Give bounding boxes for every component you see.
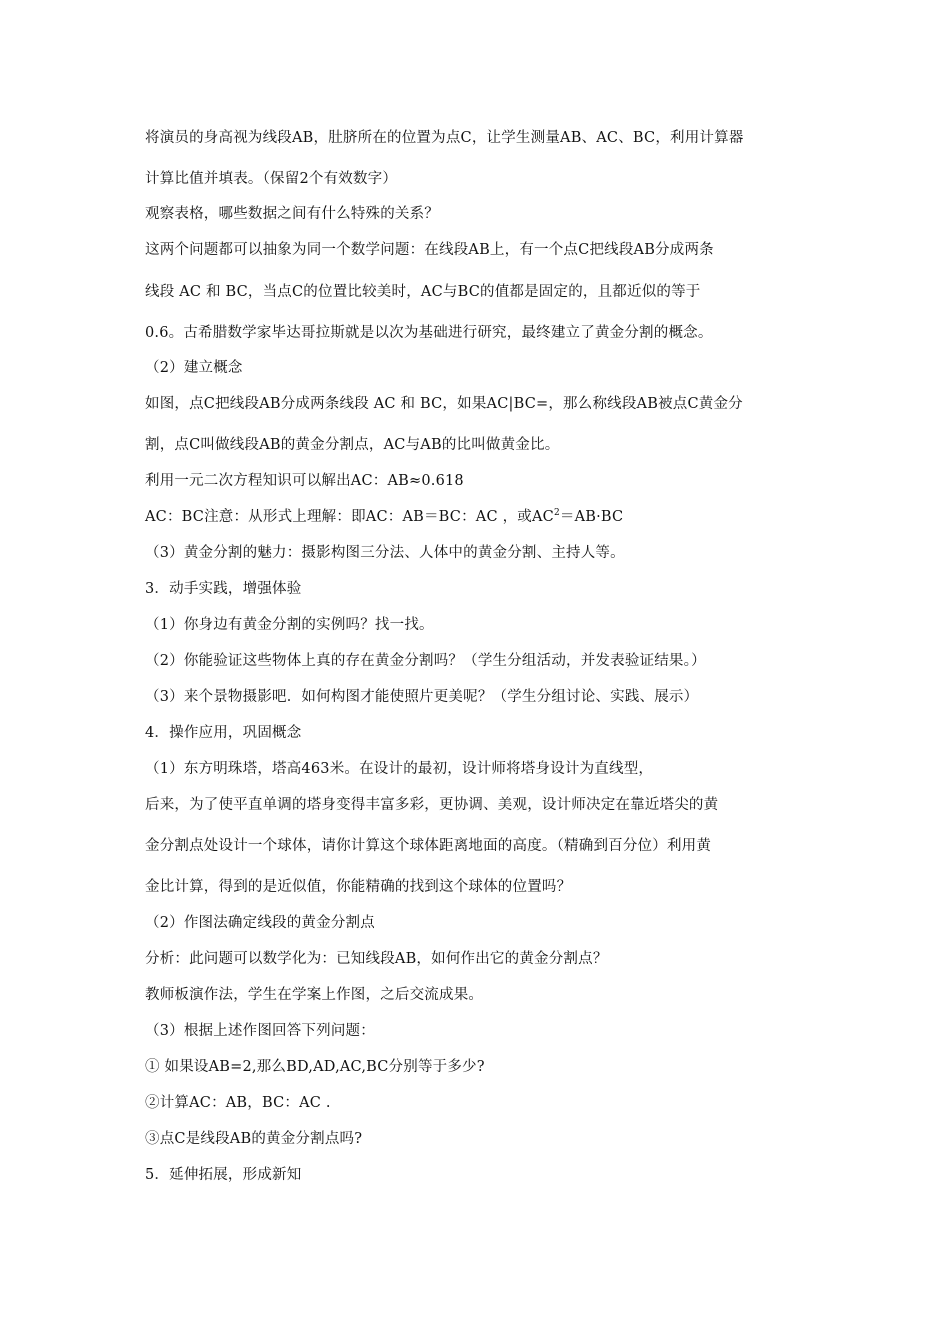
section-heading: （2）建立概念 — [145, 360, 243, 376]
text-line: 利用一元二次方程知识可以解出AC：AB≈0.618 — [145, 473, 464, 489]
text-line: 如图，点C把线段AB分成两条线段 AC 和 BC，如果AC|BC=，那么称线段AB被点C黄金分 — [145, 396, 743, 412]
text-line: 线段 AC 和 BC，当点C的位置比较美时，AC与BC的值都是固定的，且都近似的等于 — [145, 284, 701, 300]
text-line: 教师板演作法，学生在学案上作图，之后交流成果。 — [145, 987, 484, 1003]
text-line: （3）根据上述作图回答下列问题： — [145, 1023, 375, 1039]
text-line: 金分割点处设计一个球体，请你计算这个球体距离地面的高度。（精确到百分位）利用黄 — [145, 838, 712, 854]
text-line: 这两个问题都可以抽象为同一个数学问题：在线段AB上，有一个点C把线段AB分成两条 — [145, 242, 714, 258]
superscript: 2 — [553, 508, 560, 519]
text-line: 金比计算，得到的是近似值，你能精确的找到这个球体的位置吗？ — [145, 879, 572, 895]
text-line: 将演员的身高视为线段AB，肚脐所在的位置为点C，让学生测量AB、AC、BC，利用计算器 — [145, 130, 744, 146]
text-line: ① 如果设AB=2,那么BD,AD,AC,BC分别等于多少? — [145, 1059, 485, 1075]
section-heading: 5．延伸拓展，形成新知 — [145, 1167, 302, 1183]
text-line: 0.6。古希腊数学家毕达哥拉斯就是以次为基础进行研究，最终建立了黄金分割的概念。 — [145, 325, 713, 341]
text-line: 后来，为了使平直单调的塔身变得丰富多彩，更协调、美观，设计师决定在靠近塔尖的黄 — [145, 797, 719, 813]
text-line: ③点C是线段AB的黄金分割点吗? — [145, 1131, 363, 1147]
formula-tail: ＝AB·BC — [559, 509, 624, 525]
text-line: （2）作图法确定线段的黄金分割点 — [145, 915, 375, 931]
formula-text: AC：BC注意：从形式上理解：即AC：AB＝BC：AC ，或AC — [145, 509, 554, 525]
text-line: 观察表格，哪些数据之间有什么特殊的关系？ — [145, 206, 439, 222]
section-heading: 3．动手实践，增强体验 — [145, 581, 302, 597]
text-line: （3）黄金分割的魅力：摄影构图三分法、人体中的黄金分割、主持人等。 — [145, 545, 625, 561]
text-line: 分析：此问题可以数学化为：已知线段AB，如何作出它的黄金分割点？ — [145, 951, 608, 967]
text-line: ②计算AC：AB，BC：AC . — [145, 1095, 331, 1111]
section-heading: 4．操作应用，巩固概念 — [145, 725, 302, 741]
text-line: （3）来个景物摄影吧．如何构图才能使照片更美呢？（学生分组讨论、实践、展示） — [145, 689, 699, 705]
text-line: 计算比值并填表。（保留2个有效数字） — [145, 171, 398, 187]
text-line: （1）你身边有黄金分割的实例吗？找一找。 — [145, 617, 434, 633]
formula-line — [145, 507, 815, 527]
text-line: （2）你能验证这些物体上真的存在黄金分割吗？（学生分组活动，并发表验证结果。） — [145, 653, 706, 669]
text-line: （1）东方明珠塔，塔高463米。在设计的最初，设计师将塔身设计为直线型， — [145, 761, 654, 777]
text-line: 割，点C叫做线段AB的黄金分割点，AC与AB的比叫做黄金比。 — [145, 437, 560, 453]
